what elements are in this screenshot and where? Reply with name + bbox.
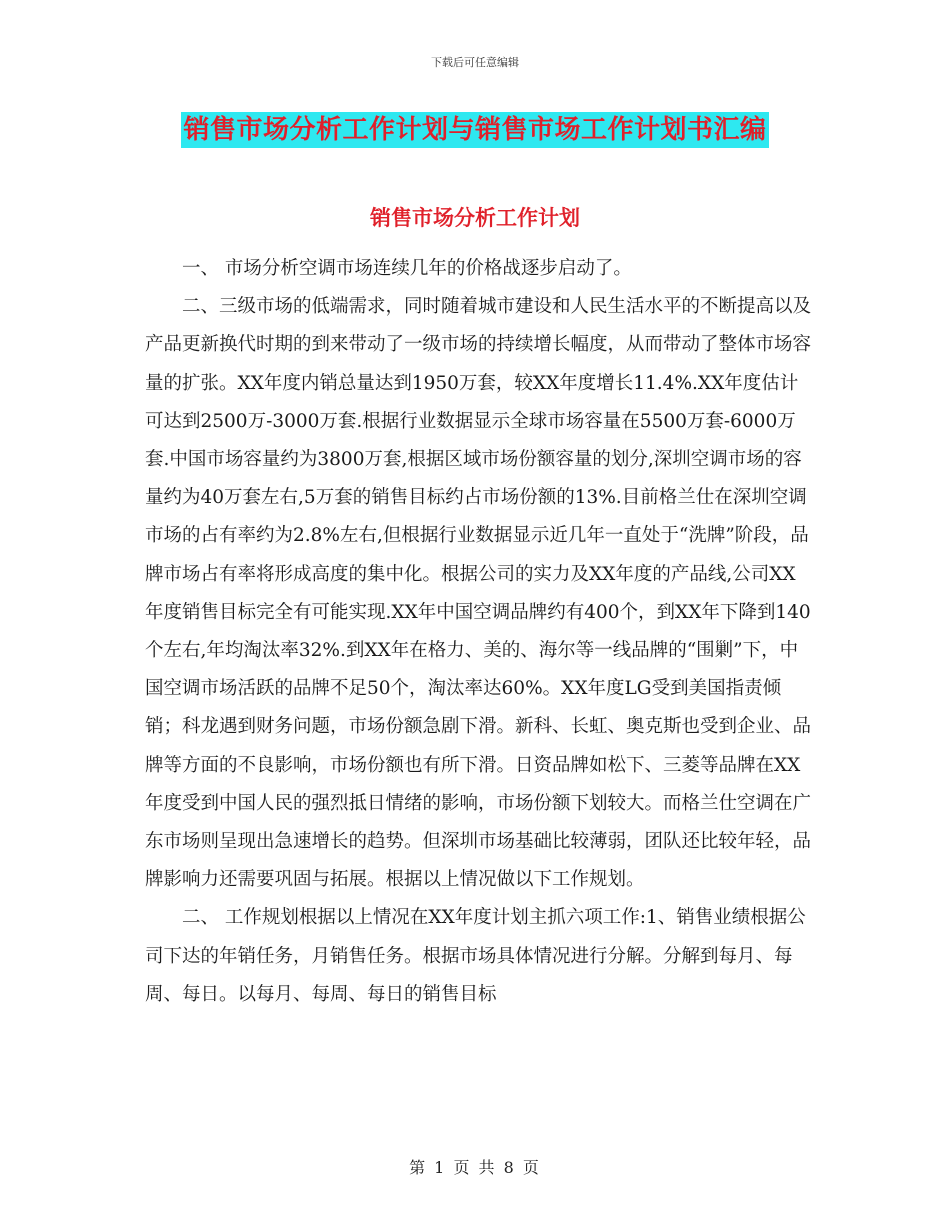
paragraph-2: 二、三级市场的低端需求，同时随着城市建设和人民生活水平的不断提高以及产品更新换代时期的到来带动了一级市场的持续增长幅度，从而带动了整体市场容量的扩张。XX年度内销总量达到1950万套，较XX年度增长11.4%.XX年度估计可达到2500万-3000万套.根据行业数据显示全球市场容量在5500万套-6000万套.中国市场容量约为3800万套,根据区域市场份额容量的划分,深圳空调市场的容量约为40万套左右,5万套的销售目标约占市场份额的13%.目前格兰仕在深圳空调市场的占有率约为2.8%左右,但根据行业数据显示近几年一直处于“洗牌”阶段，品牌市场占有率将形成高度的集中化。根据公司的实力及XX年度的产品线,公司XX年度销售目标完全有可能实现.XX年中国空调品牌约有400个，到XX年下降到140个左右,年均淘汰率32%.到XX年在格力、美的、海尔等一线品牌的“围剿”下，中国空调市场活跃的品牌不足50个，淘汰率达60%。XX年度LG受到美国指责倾销；科龙遇到财务问题，市场份额急剧下滑。新科、长虹、奥克斯也受到企业、品牌等方面的不良影响，市场份额也有所下滑。日资品牌如松下、三菱等品牌在XX年度受到中国人民的强烈抵日情绪的影响，市场份额下划较大。而格兰仕空调在广东市场则呈现出急速增长的趋势。但深圳市场基础比较薄弱，团队还比较年轻，品牌影响力还需要巩固与拓展。根据以上情况做以下工作规划。 <box>145 296 812 891</box>
paragraph-1: 一、 市场分析空调市场连续几年的价格战逐步启动了。 <box>182 258 632 279</box>
document-title: 销售市场分析工作计划与销售市场工作计划书汇编 <box>181 112 768 148</box>
document-title-container <box>0 112 950 148</box>
page-footer: 第 1 页 共 8 页 <box>409 1158 541 1177</box>
section-title: 销售市场分析工作计划 <box>370 206 580 230</box>
page-header-note: 下载后可任意编辑 <box>431 56 519 69</box>
paragraph-3: 二、 工作规划根据以上情况在XX年度计划主抓六项工作:1、销售业绩根据公司下达的年销任务，月销售任务。根据市场具体情况进行分解。分解到每月、每周、每日。以每月、每周、每日的销售目标 <box>145 907 806 1005</box>
document-body <box>145 250 813 1014</box>
